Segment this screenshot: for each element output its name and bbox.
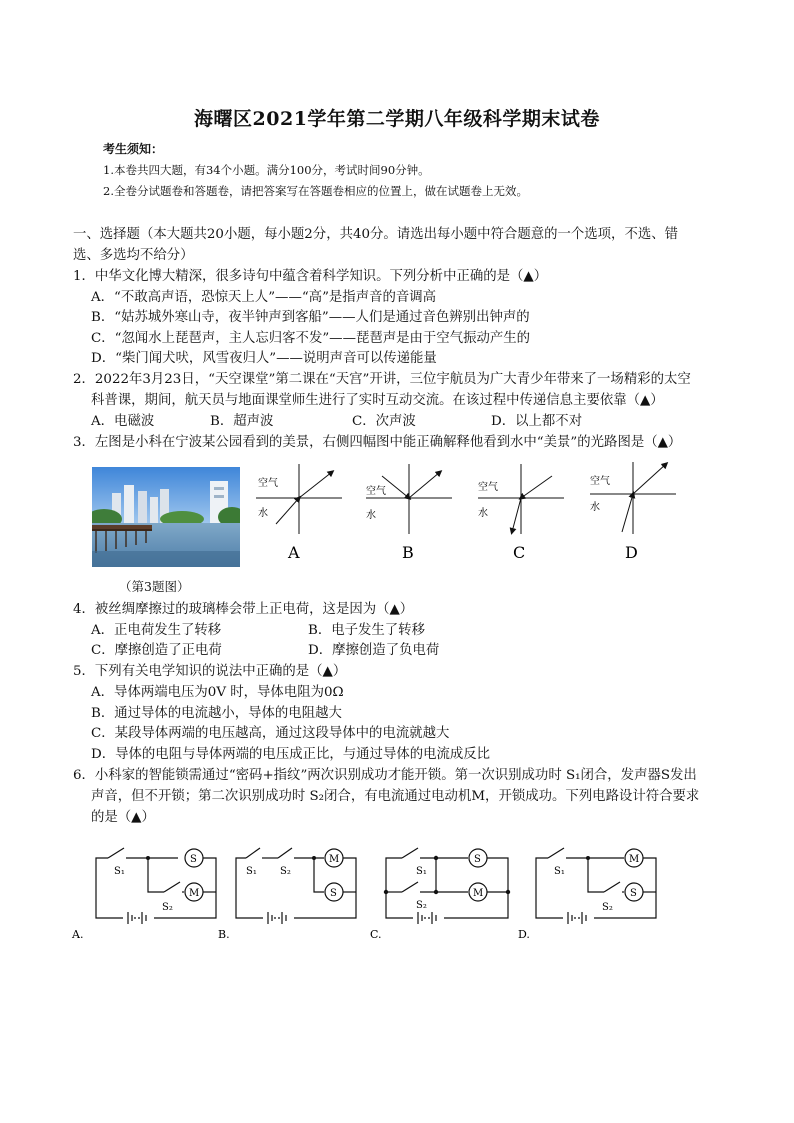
figure-caption: （第3题图） xyxy=(119,579,190,594)
question-stem: 4．被丝绸摩擦过的玻璃棒会带上正电荷，这是因为（▲） xyxy=(73,602,414,617)
sounder-label: S xyxy=(474,854,481,865)
diagram-label-d: D xyxy=(625,543,638,562)
switch-s1-label: S₁ xyxy=(246,866,257,877)
sounder-label: S xyxy=(330,888,337,899)
water-label: 水 xyxy=(258,508,268,519)
option-d: D．导体的电阻与导体两端的电压成正比，与通过导体的电流成反比 xyxy=(91,747,491,762)
switch-s1-label: S₁ xyxy=(554,866,565,877)
motor-label: M xyxy=(189,888,200,899)
option-a: A．电磁波 xyxy=(91,414,155,429)
air-label: 空气 xyxy=(258,478,278,489)
air-label: 空气 xyxy=(478,482,498,493)
question-stem: 科普课，期间，航天员与地面课堂师生进行了实时互动交流。在该过程中传递信息主要依靠（▲） xyxy=(91,393,664,408)
switch-s2-label: S₂ xyxy=(602,902,613,913)
switch-s2-label: S₂ xyxy=(162,902,173,913)
diagram-label-a: A xyxy=(288,543,300,562)
circuit-diagrams xyxy=(68,838,668,944)
switch-s1-label: S₁ xyxy=(114,866,125,877)
notice-item: 1.本卷共四大题，有34个小题。满分100分，考试时间90分钟。 xyxy=(103,163,430,177)
question-stem: 5．下列有关电学知识的说法中正确的是（▲） xyxy=(73,664,347,679)
section-heading: 一、选择题（本大题共20小题，每小题2分，共40分。请选出每小题中符合题意的一个选项，不选、错 xyxy=(73,227,679,242)
switch-s2-label: S₂ xyxy=(416,900,427,911)
light-path-diagrams xyxy=(252,458,692,568)
motor-label: M xyxy=(629,854,640,865)
option-b: B．“姑苏城外寒山寺，夜半钟声到客船”——人们是通过音色辨别出钟声的 xyxy=(91,310,530,325)
option-c: C．摩擦创造了正电荷 xyxy=(91,643,222,658)
option-a: A．“不敢高声语，恐惊天上人”——“高”是指声音的音调高 xyxy=(91,290,437,305)
notice-item: 2.全卷分试题卷和答题卷，请把答案写在答题卷相应的位置上，做在试题卷上无效。 xyxy=(103,184,528,198)
option-c: C．“忽闻水上琵琶声，主人忘归客不发”——琵琶声是由于空气振动产生的 xyxy=(91,331,531,346)
water-label: 水 xyxy=(478,508,488,519)
page-title: 海曙区2021学年第二学期八年级科学期末试卷 xyxy=(194,108,600,130)
diagram-label-c: C xyxy=(513,543,526,562)
question-stem: 6．小科家的智能锁需通过“密码+指纹”两次识别成功才能开锁。第一次识别成功时 S₁闭合，发声器S发出 xyxy=(73,768,697,783)
park-photo xyxy=(92,467,240,567)
question-stem: 的是（▲） xyxy=(91,810,155,825)
motor-label: M xyxy=(473,888,484,899)
option-a: A．正电荷发生了转移 xyxy=(91,623,222,638)
question-stem: 声音，但不开锁；第二次识别成功时 S₂闭合，有电流通过电动机M，开锁成功。下列电路设计符合要求 xyxy=(91,789,700,804)
switch-s2-label: S₂ xyxy=(280,866,291,877)
option-d: D．“柴门闻犬吠，风雪夜归人”——说明声音可以传递能量 xyxy=(91,351,437,366)
air-label: 空气 xyxy=(590,476,610,487)
section-heading: 选、多选均不给分） xyxy=(73,248,194,263)
notice-heading: 考生须知： xyxy=(103,142,164,156)
option-a: A．导体两端电压为0V 时，导体电阻为0Ω xyxy=(91,685,344,700)
option-d: D．以上都不对 xyxy=(491,414,583,429)
sounder-label: S xyxy=(630,888,637,899)
sounder-label: S xyxy=(190,854,197,865)
circuit-label-c: C. xyxy=(370,928,382,941)
question-stem: 1．中华文化博大精深，很多诗句中蕴含着科学知识。下列分析中正确的是（▲） xyxy=(73,269,548,284)
circuit-label-b: B. xyxy=(218,928,230,941)
air-label: 空气 xyxy=(366,486,386,497)
question-stem: 2．2022年3月23日，“天空课堂”第二课在“天宫”开讲，三位宇航员为广大青少年带来了一场精彩的太空 xyxy=(73,372,691,387)
switch-s1-label: S₁ xyxy=(416,866,427,877)
option-c: C．某段导体两端的电压越高，通过这段导体中的电流就越大 xyxy=(91,726,450,741)
option-b: B．超声波 xyxy=(210,414,274,429)
circuit-c xyxy=(386,848,508,924)
diagram-label-b: B xyxy=(402,543,414,562)
water-label: 水 xyxy=(590,502,600,513)
motor-label: M xyxy=(329,854,340,865)
question-stem: 3．左图是小科在宁波某公园看到的美景，右侧四幅图中能正确解释他看到水中“美景”的光路图是（▲） xyxy=(73,435,682,450)
option-d: D．摩擦创造了负电荷 xyxy=(308,643,440,658)
option-b: B．电子发生了转移 xyxy=(308,623,425,638)
circuit-label-a: A. xyxy=(72,928,84,941)
circuit-a xyxy=(96,848,216,924)
water-label: 水 xyxy=(366,510,376,521)
circuit-label-d: D. xyxy=(518,928,530,941)
option-c: C．次声波 xyxy=(352,414,416,429)
option-b: B．通过导体的电流越小，导体的电阻越大 xyxy=(91,706,342,721)
